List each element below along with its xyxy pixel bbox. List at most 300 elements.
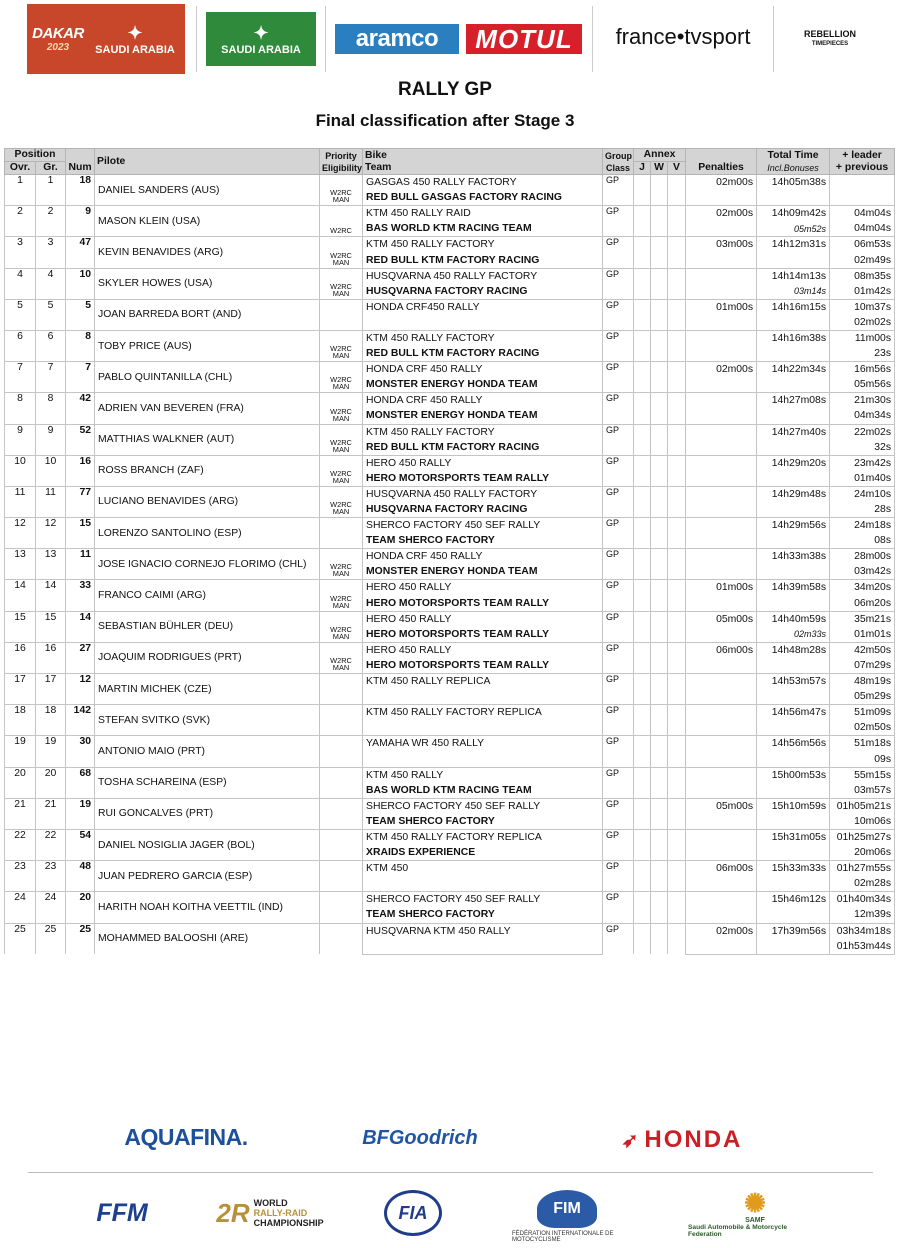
penalties — [686, 424, 757, 440]
gap-previous: 32s — [830, 440, 895, 456]
team-name: TEAM SHERCO FACTORY — [363, 907, 603, 923]
penalties-empty — [686, 190, 757, 206]
position-group: 14 — [36, 580, 66, 611]
annex-w — [651, 767, 668, 798]
priority-eligibility — [320, 923, 363, 954]
race-number: 48 — [66, 861, 95, 892]
annex-v — [668, 923, 686, 954]
total-time: 14h29m56s — [757, 518, 830, 534]
race-number: 8 — [66, 330, 95, 361]
penalties: 02m00s — [686, 923, 757, 939]
gap-header — [830, 149, 895, 175]
race-number: 9 — [66, 206, 95, 237]
bonus-time: 05m52s — [757, 221, 830, 237]
gap-leader: 08m35s — [830, 268, 895, 284]
annex-v — [668, 642, 686, 673]
priority-header — [320, 149, 363, 175]
position-group: 18 — [36, 705, 66, 736]
gap-leader: 11m00s — [830, 330, 895, 346]
total-time: 14h56m47s — [757, 705, 830, 721]
group-class: GP — [603, 861, 634, 892]
bike-model: SHERCO FACTORY 450 SEF RALLY — [363, 798, 603, 814]
annex-v — [668, 299, 686, 330]
gap-leader: 01h27m55s — [830, 861, 895, 877]
total-time: 14h53m57s — [757, 674, 830, 690]
group-class: GP — [603, 206, 634, 237]
position-overall: 12 — [5, 518, 36, 549]
penalties — [686, 268, 757, 284]
annex-j — [634, 580, 651, 611]
penalties-empty — [686, 502, 757, 518]
priority-w2rc: W2RC — [330, 250, 352, 260]
gap-previous: 12m39s — [830, 907, 895, 923]
race-number: 33 — [66, 580, 95, 611]
pilote-name: KEVIN BENAVIDES (ARG) — [95, 237, 320, 268]
bonus-time — [757, 471, 830, 487]
gap-leader: 01h25m27s — [830, 829, 895, 845]
position-group: 24 — [36, 892, 66, 923]
position-group: 5 — [36, 299, 66, 330]
table-row — [5, 486, 895, 502]
race-number: 16 — [66, 455, 95, 486]
penalties-empty — [686, 939, 757, 955]
penalties-empty — [686, 627, 757, 643]
page-title: RALLY GP — [398, 79, 492, 100]
penalties — [686, 549, 757, 565]
gap-leader: 24m18s — [830, 518, 895, 534]
annex-v — [668, 674, 686, 705]
table-row — [5, 424, 895, 440]
table-row — [5, 330, 895, 346]
penalties — [686, 486, 757, 502]
annex-w — [651, 237, 668, 268]
bonus-time — [757, 907, 830, 923]
position-overall: 18 — [5, 705, 36, 736]
gap-leader: 06m53s — [830, 237, 895, 253]
total-time-label: Total Time — [767, 149, 819, 161]
position-group: 8 — [36, 393, 66, 424]
team-name: HUSQVARNA FACTORY RACING — [363, 284, 603, 300]
gap-leader: 34m20s — [830, 580, 895, 596]
group-class: GP — [603, 268, 634, 299]
annex-j — [634, 175, 651, 206]
annex-j — [634, 424, 651, 455]
penalties-empty — [686, 689, 757, 705]
fia-logo: FIA — [384, 1190, 442, 1236]
pilote-name: TOBY PRICE (AUS) — [95, 330, 320, 361]
priority-w2rc: W2RC — [330, 468, 352, 478]
race-number: 18 — [66, 175, 95, 206]
group-class: GP — [603, 299, 634, 330]
race-number: 19 — [66, 798, 95, 829]
num-header: Num — [66, 149, 95, 175]
group-class: GP — [603, 798, 634, 829]
position-overall: 3 — [5, 237, 36, 268]
total-time: 14h12m31s — [757, 237, 830, 253]
group-class: GP — [603, 642, 634, 673]
team-name: RED BULL KTM FACTORY RACING — [363, 252, 603, 268]
group-class: GP — [603, 892, 634, 923]
annex-w — [651, 923, 668, 954]
table-row — [5, 611, 895, 627]
annex-j — [634, 705, 651, 736]
team-name: HERO MOTORSPORTS TEAM RALLY — [363, 627, 603, 643]
bike-model: HONDA CRF 450 RALLY — [363, 393, 603, 409]
gap-leader: 51m09s — [830, 705, 895, 721]
race-number: 54 — [66, 829, 95, 860]
gap-previous: 08s — [830, 533, 895, 549]
annex-j-header: J — [634, 162, 651, 175]
penalties — [686, 330, 757, 346]
position-group: 11 — [36, 486, 66, 517]
race-number: 15 — [66, 518, 95, 549]
bike-label: Bike — [365, 149, 387, 161]
team-name: HERO MOTORSPORTS TEAM RALLY — [363, 471, 603, 487]
annex-j — [634, 736, 651, 767]
class-label: Class — [606, 162, 631, 173]
table-row — [5, 206, 895, 222]
table-row — [5, 798, 895, 814]
annex-j — [634, 829, 651, 860]
group-label: Group — [605, 150, 633, 161]
total-time: 15h10m59s — [757, 798, 830, 814]
bonus-time — [757, 689, 830, 705]
honda-logo — [598, 1124, 766, 1156]
position-overall: 16 — [5, 642, 36, 673]
position-overall: 11 — [5, 486, 36, 517]
bike-model: KTM 450 RALLY RAID — [363, 206, 603, 222]
pilote-name: LUCIANO BENAVIDES (ARG) — [95, 486, 320, 517]
pilote-name: ADRIEN VAN BEVEREN (FRA) — [95, 393, 320, 424]
incl-bonuses-label: Incl.Bonuses — [767, 162, 819, 173]
position-overall: 14 — [5, 580, 36, 611]
bonus-time: 02m33s — [757, 627, 830, 643]
group-class: GP — [603, 237, 634, 268]
gap-previous: 05m56s — [830, 377, 895, 393]
annex-j — [634, 892, 651, 923]
annex-v — [668, 861, 686, 892]
position-group: 23 — [36, 861, 66, 892]
penalties: 01m00s — [686, 299, 757, 315]
total-time: 14h40m59s — [757, 611, 830, 627]
team-name: HERO MOTORSPORTS TEAM RALLY — [363, 658, 603, 674]
penalties — [686, 892, 757, 908]
ovr-header: Ovr. — [5, 162, 36, 175]
bike-model: HERO 450 RALLY — [363, 455, 603, 471]
group-class: GP — [603, 362, 634, 393]
bfgoodrich-logo: BFGoodrich — [362, 1126, 478, 1149]
penalties-header: Penalties — [686, 149, 757, 175]
priority-eligibility — [320, 455, 363, 486]
race-number: 30 — [66, 736, 95, 767]
annex-j — [634, 330, 651, 361]
annex-w — [651, 518, 668, 549]
team-name — [363, 315, 603, 331]
gap-previous: 03m42s — [830, 564, 895, 580]
table-row — [5, 674, 895, 690]
group-class: GP — [603, 518, 634, 549]
annex-w — [651, 611, 668, 642]
motul-logo: MOTUL — [466, 24, 582, 54]
bike-team-header — [363, 149, 603, 175]
annex-w — [651, 829, 668, 860]
team-name: HERO MOTORSPORTS TEAM RALLY — [363, 596, 603, 612]
position-group: 15 — [36, 611, 66, 642]
priority-eligibility — [320, 237, 363, 268]
priority-man: MAN — [332, 444, 350, 454]
penalties-empty — [686, 751, 757, 767]
position-overall: 21 — [5, 798, 36, 829]
penalties: 06m00s — [686, 861, 757, 877]
race-number: 42 — [66, 393, 95, 424]
penalties-empty — [686, 377, 757, 393]
gap-previous: 01m01s — [830, 627, 895, 643]
annex-j — [634, 393, 651, 424]
priority-man: MAN — [332, 600, 350, 610]
priority-eligibility — [320, 861, 363, 892]
annex-j — [634, 268, 651, 299]
rebellion-sub: TIMEPIECES — [811, 41, 849, 47]
priority-w2rc: W2RC — [330, 656, 352, 665]
priority-eligibility — [320, 736, 363, 767]
pilote-name: STEFAN SVITKO (SVK) — [95, 705, 320, 736]
position-overall: 2 — [5, 206, 36, 237]
annex-v — [668, 892, 686, 923]
bike-model: HERO 450 RALLY — [363, 642, 603, 658]
team-name: TEAM SHERCO FACTORY — [363, 814, 603, 830]
annex-v — [668, 455, 686, 486]
bonus-time — [757, 596, 830, 612]
bike-model: KTM 450 — [363, 861, 603, 877]
total-time: 17h39m56s — [757, 923, 830, 939]
priority-w2rc: W2RC — [330, 406, 352, 416]
position-group: 25 — [36, 923, 66, 954]
position-group: 10 — [36, 455, 66, 486]
position-group: 13 — [36, 549, 66, 580]
bike-model: GASGAS 450 RALLY FACTORY — [363, 175, 603, 191]
penalties-empty — [686, 284, 757, 300]
annex-w — [651, 861, 668, 892]
bike-model: HONDA CRF 450 RALLY — [363, 549, 603, 565]
table-row — [5, 892, 895, 908]
bike-model: HERO 450 RALLY — [363, 580, 603, 596]
fim-text: FÉDÉRATION INTERNATIONALE DE MOTOCYCLISME — [512, 1230, 614, 1243]
race-number: 47 — [66, 237, 95, 268]
gap-leader: 48m19s — [830, 674, 895, 690]
pilote-name: ANTONIO MAIO (PRT) — [95, 736, 320, 767]
priority-eligibility — [320, 798, 363, 829]
penalties — [686, 767, 757, 783]
position-group: 16 — [36, 642, 66, 673]
penalties-empty — [686, 596, 757, 612]
race-number: 11 — [66, 549, 95, 580]
bonus-time — [757, 783, 830, 799]
table-row — [5, 362, 895, 378]
priority-w2rc: W2RC — [330, 624, 352, 634]
group-class: GP — [603, 455, 634, 486]
total-time: 14h39m58s — [757, 580, 830, 596]
annex-v — [668, 393, 686, 424]
gap-leader: 24m10s — [830, 486, 895, 502]
penalties-empty — [686, 814, 757, 830]
team-name: RED BULL KTM FACTORY RACING — [363, 440, 603, 456]
annex-w — [651, 206, 668, 237]
position-group: 1 — [36, 175, 66, 206]
position-group: 19 — [36, 736, 66, 767]
bonus-time — [757, 315, 830, 331]
table-row — [5, 705, 895, 721]
dakar-country: SAUDI ARABIA — [95, 44, 175, 56]
race-number: 14 — [66, 611, 95, 642]
penalties: 05m00s — [686, 611, 757, 627]
samf-emblem-icon: ✺ — [744, 1187, 766, 1218]
race-number: 52 — [66, 424, 95, 455]
penalties: 03m00s — [686, 237, 757, 253]
annex-j — [634, 237, 651, 268]
bonus-time — [757, 845, 830, 861]
team-name — [363, 751, 603, 767]
position-group: 3 — [36, 237, 66, 268]
pilote-name: JUAN PEDRERO GARCIA (ESP) — [95, 861, 320, 892]
priority-eligibility — [320, 580, 363, 611]
priority-eligibility — [320, 175, 363, 206]
annex-w — [651, 175, 668, 206]
annex-j — [634, 486, 651, 517]
table-row — [5, 549, 895, 565]
group-class: GP — [603, 393, 634, 424]
position-overall: 23 — [5, 861, 36, 892]
table-row — [5, 268, 895, 284]
divider — [196, 6, 197, 72]
gap-leader — [830, 175, 895, 191]
gap-leader: 03h34m18s — [830, 923, 895, 939]
pilote-name: HARITH NOAH KOITHA VEETTIL (IND) — [95, 892, 320, 923]
annex-w — [651, 642, 668, 673]
annex-v — [668, 175, 686, 206]
position-overall: 22 — [5, 829, 36, 860]
position-overall: 7 — [5, 362, 36, 393]
priority-man: MAN — [332, 631, 350, 641]
penalties — [686, 674, 757, 690]
annex-w — [651, 486, 668, 517]
position-overall: 25 — [5, 923, 36, 954]
w2rc-line3: CHAMPIONSHIP — [253, 1218, 324, 1228]
team-name — [363, 876, 603, 892]
annex-j — [634, 861, 651, 892]
gap-previous: 04m04s — [830, 221, 895, 237]
total-time: 14h33m38s — [757, 549, 830, 565]
fim-logo — [512, 1186, 622, 1246]
pilote-name: SEBASTIAN BÜHLER (DEU) — [95, 611, 320, 642]
annex-w — [651, 455, 668, 486]
penalties-empty — [686, 876, 757, 892]
page-subtitle: Final classification after Stage 3 — [315, 111, 575, 130]
position-overall: 1 — [5, 175, 36, 206]
total-time: 15h00m53s — [757, 767, 830, 783]
penalties: 02m00s — [686, 362, 757, 378]
bonus-time — [757, 190, 830, 206]
total-time: 14h27m40s — [757, 424, 830, 440]
priority-eligibility — [320, 362, 363, 393]
team-name: MONSTER ENERGY HONDA TEAM — [363, 377, 603, 393]
gap-previous: 02m50s — [830, 720, 895, 736]
annex-v — [668, 705, 686, 736]
position-group: 17 — [36, 674, 66, 705]
priority-eligibility — [320, 330, 363, 361]
bonus-time — [757, 658, 830, 674]
priority-w2rc: W2RC — [330, 226, 352, 236]
position-group: 6 — [36, 330, 66, 361]
footer-divider — [28, 1172, 873, 1173]
position-overall: 20 — [5, 767, 36, 798]
bonus-time — [757, 346, 830, 362]
priority-eligibility — [320, 268, 363, 299]
total-time: 14h09m42s — [757, 206, 830, 222]
priority-w2rc: W2RC — [330, 281, 352, 291]
table-row — [5, 455, 895, 471]
previous-label: + previous — [835, 161, 889, 173]
dakar-year: 2023 — [46, 42, 70, 53]
penalties — [686, 829, 757, 845]
gap-leader: 42m50s — [830, 642, 895, 658]
annex-v — [668, 362, 686, 393]
annex-j — [634, 767, 651, 798]
gap-leader: 10m37s — [830, 299, 895, 315]
pilote-name: DANIEL NOSIGLIA JAGER (BOL) — [95, 829, 320, 860]
annex-w — [651, 892, 668, 923]
priority-w2rc: W2RC — [330, 344, 352, 354]
penalties — [686, 518, 757, 534]
priority-eligibility — [320, 424, 363, 455]
group-class: GP — [603, 611, 634, 642]
annex-j — [634, 362, 651, 393]
priority-eligibility — [320, 486, 363, 517]
annex-w — [651, 362, 668, 393]
penalties-empty — [686, 845, 757, 861]
rebellion-name: REBELLION — [803, 29, 856, 39]
penalties: 05m00s — [686, 798, 757, 814]
annex-v — [668, 518, 686, 549]
gap-previous — [830, 190, 895, 206]
priority-w2rc: W2RC — [330, 188, 352, 198]
team-name: TEAM SHERCO FACTORY — [363, 533, 603, 549]
table-row — [5, 642, 895, 658]
annex-v — [668, 549, 686, 580]
position-group: 22 — [36, 829, 66, 860]
gap-leader: 21m30s — [830, 393, 895, 409]
w2rc-mark: 2R — [216, 1197, 250, 1228]
priority-man: MAN — [332, 195, 350, 205]
divider — [325, 6, 326, 72]
samf-mark: SAMF — [745, 1216, 765, 1224]
annex-w — [651, 580, 668, 611]
pilote-name: ROSS BRANCH (ZAF) — [95, 455, 320, 486]
w2rc-line1: WORLD — [253, 1198, 288, 1208]
annex-w — [651, 299, 668, 330]
total-time: 14h22m34s — [757, 362, 830, 378]
team-name — [363, 689, 603, 705]
penalties-empty — [686, 907, 757, 923]
samf-logo — [688, 1180, 822, 1246]
honda-wing-icon: ➶ — [621, 1129, 641, 1152]
priority-man: MAN — [332, 351, 350, 361]
priority-man: MAN — [332, 413, 350, 423]
france-tv-sport-logo: france•tvsport — [615, 24, 751, 49]
team-name: BAS WORLD KTM RACING TEAM — [363, 783, 603, 799]
race-number: 12 — [66, 674, 95, 705]
bonus-time — [757, 408, 830, 424]
position-overall: 15 — [5, 611, 36, 642]
